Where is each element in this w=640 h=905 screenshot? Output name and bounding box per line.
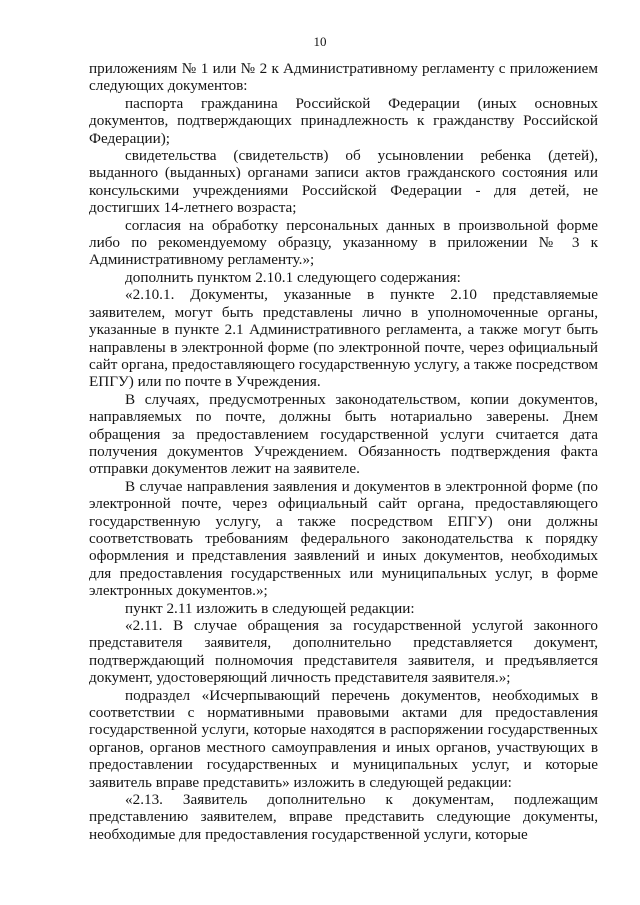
document-body [89, 60, 598, 843]
paragraph: «2.11. В случае обращения за государственной услугой законного представителя заявителя, дополнительно представляется документ, подтверждающий полномочия представителя заявителя, и предъявляется документ, удостоверяющий личность представителя заявителя.»; [89, 617, 598, 687]
paragraph: свидетельства (свидетельств) об усыновлении ребенка (детей), выданного (выданных) органами записи актов гражданского состояния или консульскими учреждениями Российской Федерации - для детей, не достигших 14-летнего возраста; [89, 147, 598, 217]
paragraph: «2.10.1. Документы, указанные в пункте 2.10 представляемые заявителем, могут быть представлены лично в уполномоченные органы, указанные в пункте 2.1 Административного регламента, а также могут быть направлены в электронной форме (по электронной почте, через официальный сайт органа, предоставляющего государственную услугу, а также посредством ЕПГУ) или по почте в Учреждения. [89, 286, 598, 391]
page-number: 10 [313, 34, 327, 49]
paragraph: пункт 2.11 изложить в следующей редакции: [125, 599, 415, 617]
paragraph: согласия на обработку персональных данных в произвольной форме либо по рекомендуемому образцу, указанному в приложении № 3 к Административному регламенту.»; [89, 216, 598, 269]
paragraph: В случаях, предусмотренных законодательством, копии документов, направляемых по почте, должны быть нотариально заверены. Днем обращения за предоставлением государственной услуги считается дата получения документов Учреждением. Обязанность подтверждения факта отправки документов лежит на заявителе. [89, 390, 598, 478]
paragraph: подраздел «Исчерпывающий перечень документов, необходимых в соответствии с нормативными правовыми актами для предоставления государственной услуги, которые находятся в распоряжении государственных органов, органов местного самоуправления и иных органов, участвующих в предоставлении государственных и муниципальных услуг, и которые заявитель вправе представить» изложить в следующей редакции: [89, 686, 598, 791]
paragraph: «2.13. Заявитель дополнительно к документам, подлежащим представлению заявителем, вправе представить следующие документы, необходимые для предоставления государственной услуги, которые [89, 791, 598, 843]
paragraph: приложениям № 1 или № 2 к Административному регламенту с приложением следующих документов: [89, 60, 598, 95]
paragraph: паспорта гражданина Российской Федерации (иных основных документов, подтверждающих принадлежность к гражданству Российской Федерации); [89, 94, 598, 147]
paragraph: В случае направления заявления и документов в электронной форме (по электронной почте, через официальный сайт органа, предоставляющего государственную услугу, а также посредством ЕПГУ) они должны соответствовать требованиям федерального законодательства к порядку оформления и представления заявлений и иных документов, необходимых для предоставления государственных или муниципальных услуг, в форме электронных документов.»; [89, 477, 598, 600]
paragraph: дополнить пунктом 2.10.1 следующего содержания: [125, 268, 461, 286]
